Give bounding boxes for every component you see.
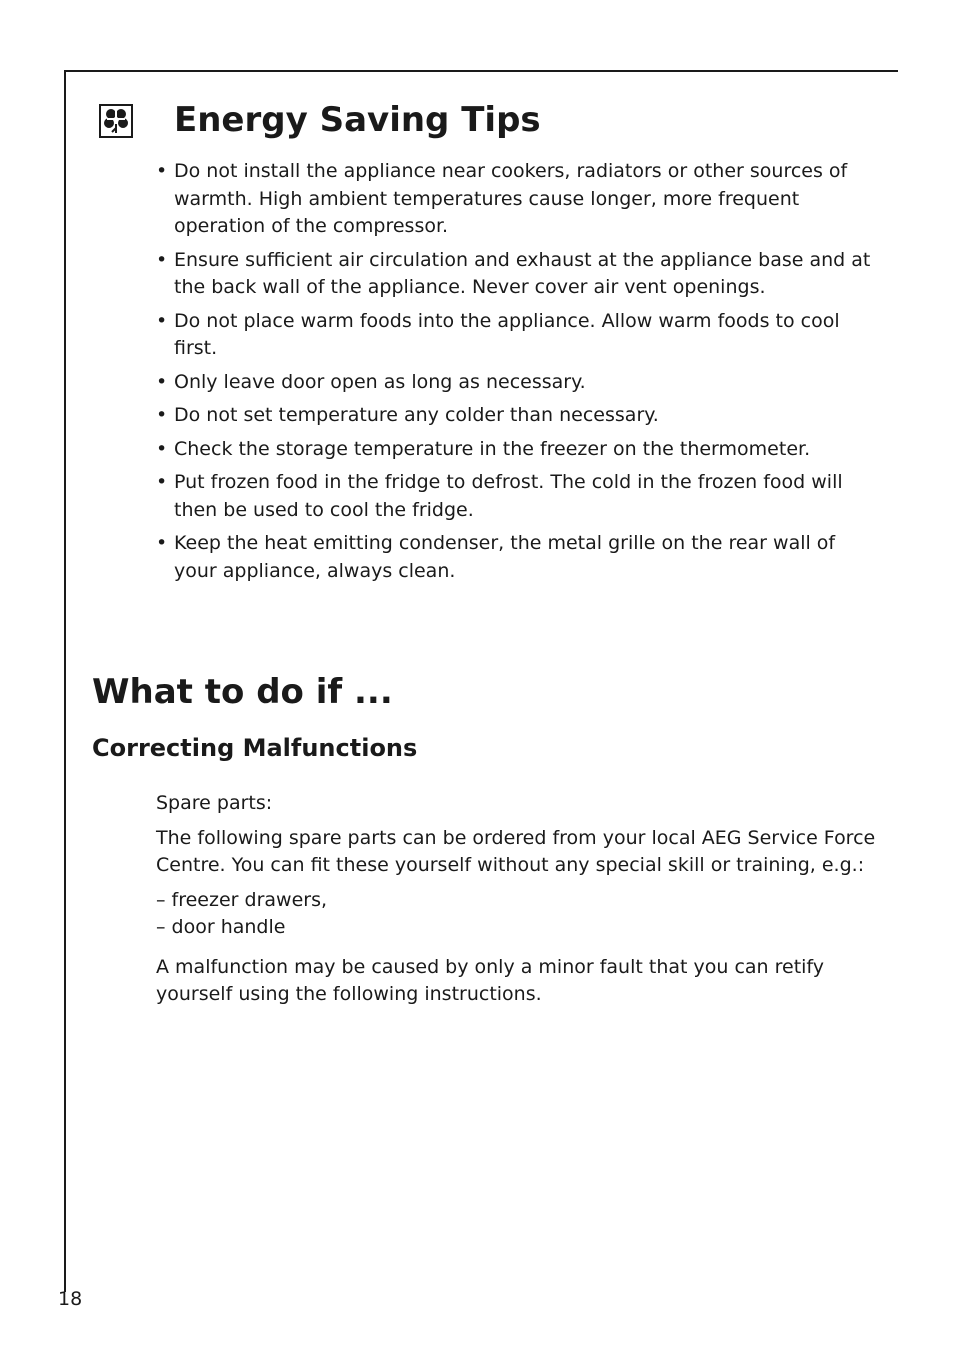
energy-tips-list (156, 158, 876, 591)
list-item: • Check the storage temperature in the freezer on the thermometer. (156, 436, 876, 464)
correcting-malfunctions-heading: Correcting Malfunctions (92, 734, 418, 762)
closing-text: A malfunction may be caused by only a minor fault that you can retify yourself using the following instructions. (156, 955, 825, 1005)
spare-parts-list (156, 887, 876, 942)
left-rule (64, 70, 66, 1292)
spare-parts-intro: The following spare parts can be ordered from your local AEG Service Force Centre. You can fit these yourself without any special skill or training, e.g.: (156, 826, 876, 876)
list-item: • Put frozen food in the fridge to defrost. The cold in the frozen food will then be used to cool the fridge. (156, 469, 876, 524)
spare-parts-section (156, 790, 876, 1016)
list-item: – door handle (156, 916, 286, 938)
clover-leaf-icon (99, 104, 133, 138)
list-item: • Ensure sufficient air circulation and exhaust at the appliance base and at the back wall of the appliance. Never cover air vent openings. (156, 247, 876, 302)
list-item: • Do not place warm foods into the appliance. Allow warm foods to cool first. (156, 308, 876, 363)
list-item: • Do not set temperature any colder than necessary. (156, 402, 876, 430)
energy-saving-title: Energy Saving Tips (174, 100, 541, 140)
spare-parts-label: Spare parts: (156, 792, 273, 814)
top-rule (64, 70, 898, 72)
list-item: • Keep the heat emitting condenser, the metal grille on the rear wall of your appliance, always clean. (156, 530, 876, 585)
list-item: – freezer drawers, (156, 888, 328, 911)
page-number: 18 (58, 1288, 83, 1310)
list-item: • Only leave door open as long as necessary. (156, 369, 876, 397)
what-to-do-title: What to do if ... (92, 672, 393, 712)
list-item: • Do not install the appliance near cookers, radiators or other sources of warmth. High ambient temperatures cause longer, more frequent operation of the compressor. (156, 158, 876, 241)
